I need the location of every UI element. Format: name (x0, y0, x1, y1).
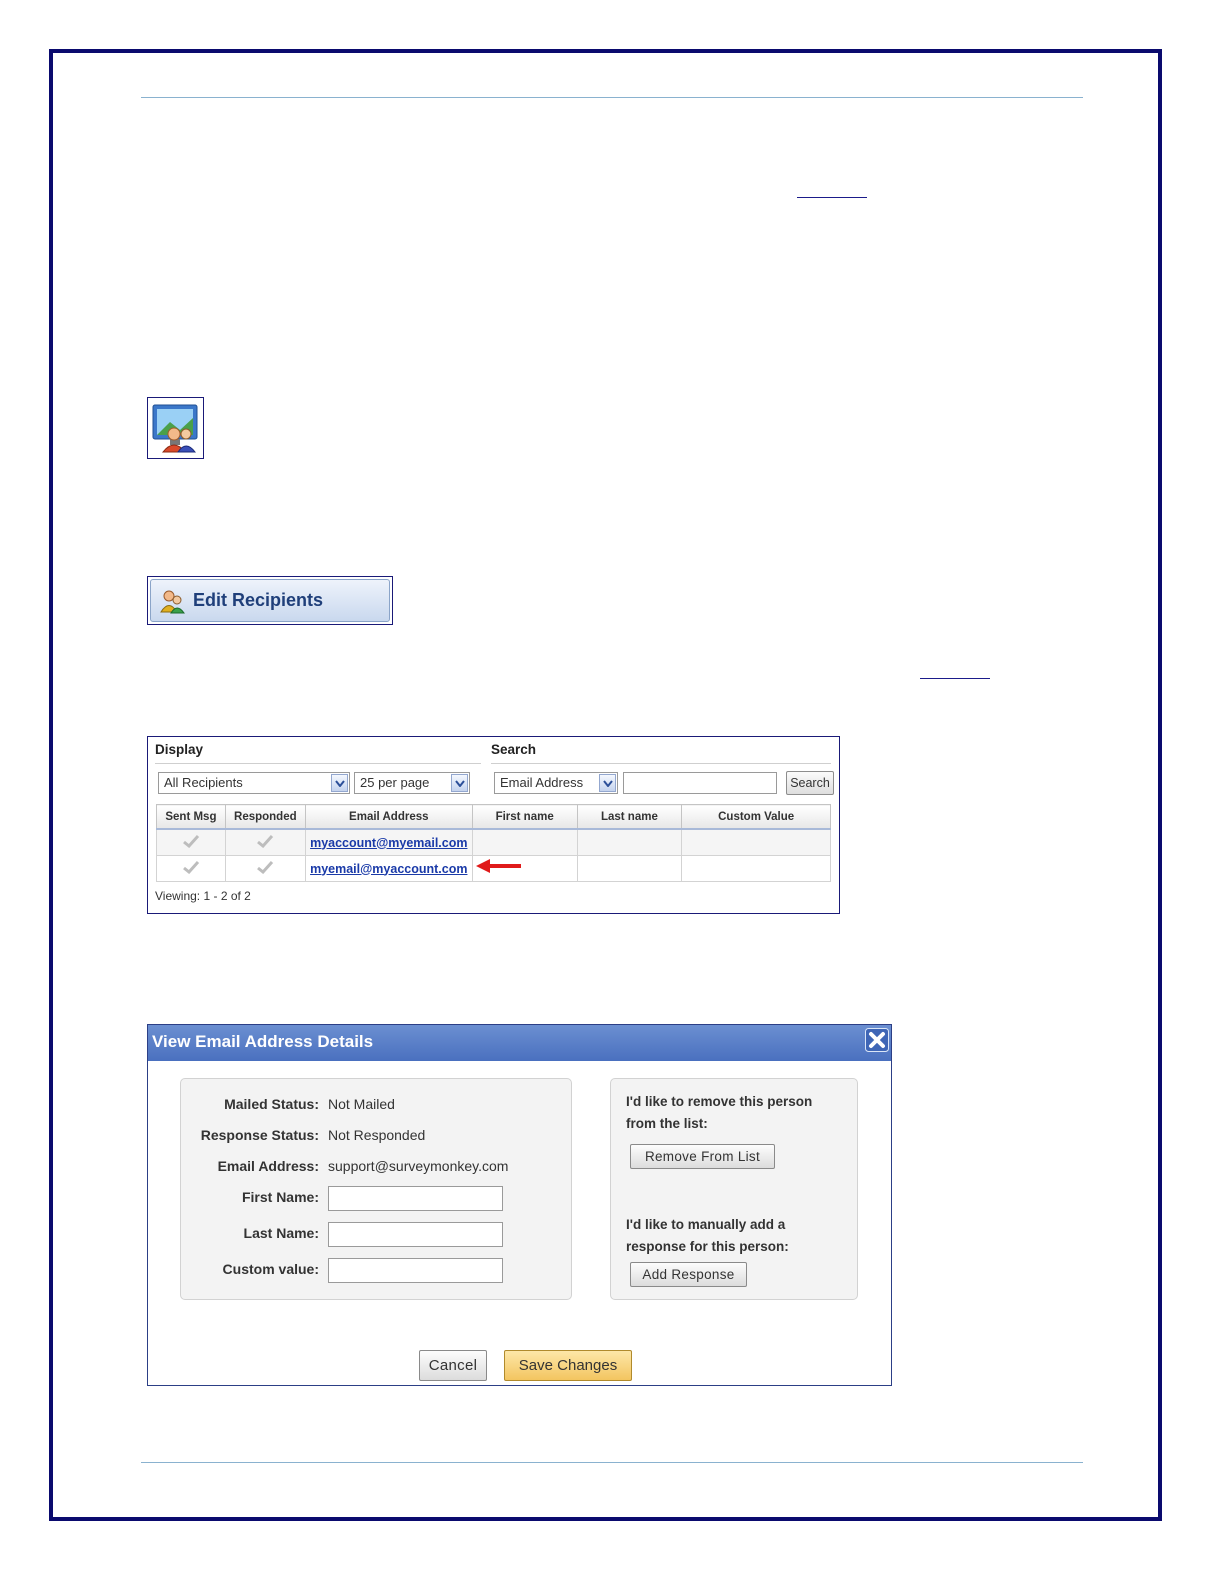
link-underline[interactable] (920, 678, 990, 679)
search-divider (491, 763, 831, 764)
edit-recipients-icon (159, 588, 185, 614)
checkmark-icon (256, 860, 274, 874)
add-instruction-line-2: response for this person: (626, 1239, 789, 1254)
search-input[interactable] (623, 772, 777, 794)
custom-value-cell (682, 856, 831, 882)
first-name-cell (472, 829, 577, 856)
dropdown-arrow-icon[interactable] (599, 774, 616, 792)
email-address-value: support@surveymonkey.com (328, 1158, 509, 1174)
dropdown-arrow-icon[interactable] (451, 774, 468, 792)
search-button[interactable]: Search (786, 771, 834, 795)
column-header-first-name[interactable]: First name (472, 805, 577, 830)
dialog-title-bar (148, 1025, 891, 1061)
per-page-select[interactable] (354, 772, 470, 794)
responded-cell (225, 856, 305, 882)
email-cell (305, 856, 472, 882)
checkmark-icon (182, 834, 200, 848)
email-details-dialog (147, 1024, 892, 1386)
remove-from-list-button[interactable]: Remove From List (630, 1144, 775, 1169)
search-field-value: Email Address (500, 775, 584, 790)
recipient-filter-value: All Recipients (164, 775, 243, 790)
column-header-responded[interactable]: Responded (225, 805, 305, 830)
recipient-email-link[interactable]: myemail@myaccount.com (310, 861, 468, 876)
mailed-status-value: Not Mailed (328, 1096, 395, 1112)
custom-value-label: Custom value: (222, 1261, 319, 1277)
save-changes-button[interactable]: Save Changes (504, 1350, 632, 1381)
cancel-button[interactable]: Cancel (419, 1350, 487, 1381)
last-name-label: Last Name: (243, 1225, 319, 1241)
display-title: Display (155, 742, 204, 757)
recipients-screen-icon[interactable] (147, 397, 204, 459)
email-address-label: Email Address: (217, 1158, 319, 1174)
dropdown-arrow-icon[interactable] (331, 774, 348, 792)
remove-instruction-line-1: I'd like to remove this person (626, 1094, 813, 1109)
sent-msg-cell (157, 829, 226, 856)
custom-value-field[interactable] (328, 1258, 503, 1283)
first-name-field[interactable] (328, 1186, 503, 1211)
header-rule (141, 97, 1083, 98)
recipient-filter-select[interactable] (158, 772, 350, 794)
last-name-cell (577, 829, 682, 856)
remove-instruction-line-2: from the list: (626, 1116, 708, 1131)
edit-recipients-button[interactable] (147, 576, 393, 625)
response-status-value: Not Responded (328, 1127, 426, 1143)
red-arrow-icon (476, 859, 522, 873)
last-name-cell (577, 856, 682, 882)
responded-cell (225, 829, 305, 856)
column-header-last-name[interactable]: Last name (577, 805, 682, 830)
close-icon[interactable] (865, 1028, 889, 1052)
email-cell (305, 829, 472, 856)
actions-box (610, 1078, 858, 1300)
viewing-count: Viewing: 1 - 2 of 2 (155, 889, 251, 903)
recipients-panel (147, 736, 840, 914)
response-status-label: Response Status: (200, 1127, 319, 1143)
search-title: Search (491, 742, 537, 757)
details-box (180, 1078, 572, 1300)
column-header-email-address[interactable]: Email Address (305, 805, 472, 830)
sent-msg-cell (157, 856, 226, 882)
link-underline[interactable] (797, 197, 867, 198)
footer-rule (141, 1462, 1083, 1463)
custom-value-cell (682, 829, 831, 856)
checkmark-icon (256, 834, 274, 848)
recipient-email-link[interactable]: myaccount@myemail.com (310, 835, 468, 850)
last-name-field[interactable] (328, 1222, 503, 1247)
mailed-status-label: Mailed Status: (224, 1096, 319, 1112)
add-response-button[interactable]: Add Response (630, 1262, 747, 1287)
edit-recipients-label: Edit Recipients (193, 590, 324, 610)
first-name-label: First Name: (241, 1189, 319, 1205)
per-page-value: 25 per page (360, 775, 430, 790)
table-header-row (157, 805, 831, 830)
display-divider (155, 763, 481, 764)
checkmark-icon (182, 860, 200, 874)
table-row (157, 829, 831, 856)
dialog-title: View Email Address Details (152, 1032, 374, 1051)
search-field-select[interactable] (494, 772, 618, 794)
column-header-custom-value[interactable]: Custom Value (682, 805, 831, 830)
column-header-sent-msg[interactable]: Sent Msg (157, 805, 226, 830)
add-instruction-line-1: I'd like to manually add a (626, 1217, 786, 1232)
